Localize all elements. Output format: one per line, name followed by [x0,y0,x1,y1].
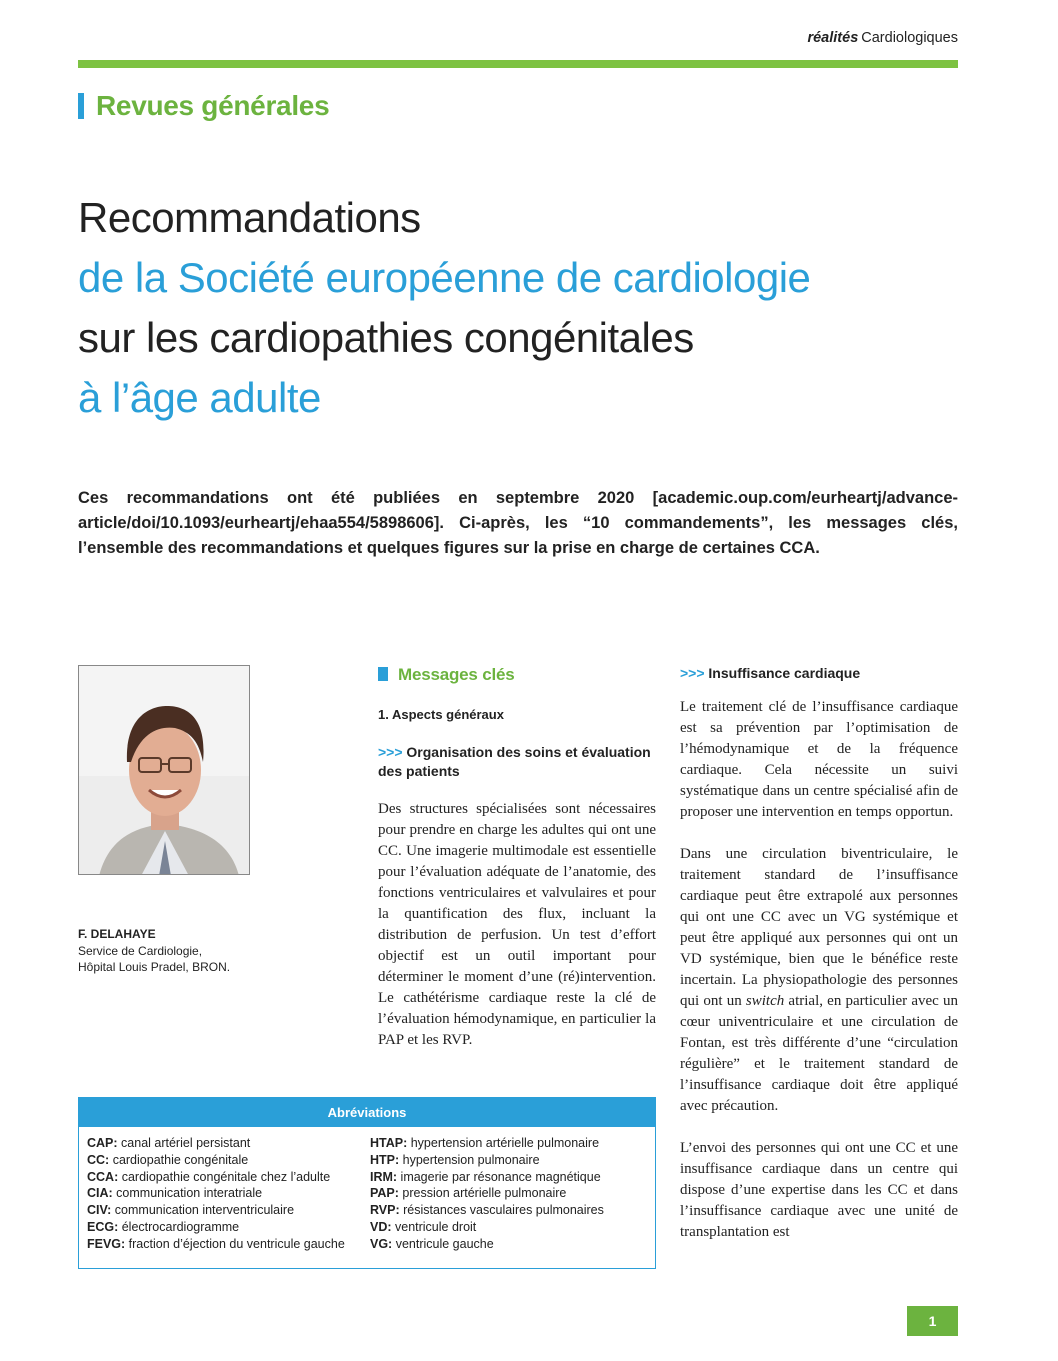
abbreviation-item: RVP: résistances vasculaires pulmonaires [369,1203,604,1218]
abbreviation-item: HTP: hypertension pulmonaire [369,1152,540,1167]
author-portrait-image [79,666,250,875]
journal-brand: réalités [807,30,859,46]
arrow-marker: >>> [378,744,403,760]
section-marker [378,667,388,681]
title-line-4: à l’âge adulte [78,374,321,421]
para2-italic: switch [745,993,785,1009]
arrow-heading-text: Insuffisance cardiaque [708,665,861,681]
title-line-3: sur les cardiopathies congénitales [78,314,694,361]
abbreviation-item: CAP: canal artériel persistant [87,1136,251,1150]
abbreviation-item: VD: ventricule droit [369,1219,477,1234]
arrow-heading [680,664,958,683]
affiliation-line-1: Service de Cardiologie, [78,944,203,958]
author-affiliation [78,943,298,975]
abbreviations-title: Abréviations [79,1098,655,1127]
journal-title [807,30,958,46]
title-line-2: de la Société européenne de cardiologie [78,254,811,301]
abbreviation-item: CIA: communication interatriale [87,1186,263,1201]
abbreviations-left-column [87,1135,370,1253]
author-photo [78,665,250,875]
title-line-1: Recommandations [78,194,421,241]
rubric-label: Revues générales [96,90,330,121]
abbreviation-item: CIV: communication interventriculaire [87,1203,295,1218]
affiliation-line-2: Hôpital Louis Pradel, BRON. [78,960,231,974]
rubric-marker [78,93,84,119]
body-paragraph-3: L’envoi des personnes qui ont une CC et une insuffisance cardiaque dans un centre qui dispose d’une expertise dans les CC et dans l’insuffisance cardiaque avec une unité de transplantation est [680,1140,958,1240]
abbreviation-item: CCA: cardiopathie congénitale chez l’adulte [87,1169,331,1184]
journal-name: Cardiologiques [861,30,958,46]
subheading: 1. Aspects généraux [378,707,504,722]
arrow-heading [378,743,656,781]
abbreviation-item: CC: cardiopathie congénitale [87,1152,249,1167]
body-paragraph: Des structures spécialisées sont nécessaires pour prendre en charge les adultes qui ont une CC. Une imagerie multimodale est essentielle pour l’évaluation adéquate de l’anatomie, des fonctions ventriculaires et valvulaires et pour la quantification des flux, incluant la distribution de perfusion. Un test d’effort objectif est un outil important pour déterminer le moment d’une (ré)intervention. Le cathétérisme cardiaque reste la clé de l’évaluation hémodynamique, en particulier la PAP et les RVP. [378,801,656,1048]
column-messages-cles [378,662,656,1051]
abbreviation-item: HTAP: hypertension artérielle pulmonaire [369,1136,600,1150]
abbreviations-box [78,1097,656,1269]
article-title [78,188,978,428]
abbreviations-list [79,1127,655,1253]
rubric [78,90,329,122]
arrow-heading-text: Organisation des soins et évaluation des patients [378,744,651,779]
body-paragraph-1: Le traitement clé de l’insuffisance cardiaque est sa prévention par l’optimisation de l’hémodynamique et de la fréquence cardiaque. Cela nécessite un suivi systématique dans un centre spécialisé afin de proposer une intervention en temps opportun. [680,699,958,820]
abbreviation-item: IRM: imagerie par résonance magnétique [369,1169,601,1184]
section-heading [378,662,656,686]
header-rule [78,60,958,68]
author-name: F. DELAHAYE [78,927,156,941]
para2-text-b: atrial, en particulier avec un cœur univentriculaire et une circulation de Fontan, est très différente d’une “circulation régulière” et le traitement standard de l’insuffisance cardiaque doit être appliqué avec précaution. [680,993,959,1114]
intro-paragraph: Ces recommandations ont été publiées en septembre 2020 [academic.oup.com/eurheartj/advance-article/doi/10.1093/eurheartj/ehaa554/5898606]. Ci-après, les “10 commandements”, les messages clés, l’ensemble des recommandations et quelques figures sur la prise en charge de certaines CCA. [78,489,958,557]
body-paragraph-2 [680,844,958,1117]
abbreviation-item: VG: ventricule gauche [369,1236,494,1251]
para2-text-a: Dans une circulation biventriculaire, le traitement standard de l’insuffisance cardiaque peut être extrapolé aux personnes qui ont une CC avec un VG systémique et peut être appliqué aux personnes qui ont un VD systémique, bien que le bénéfice reste incertain. La physiopathologie des personnes qui ont un [680,846,958,1009]
abbreviation-item: FEVG: fraction d’éjection du ventricule gauche [87,1236,345,1251]
abbreviation-item: ECG: électrocardiogramme [87,1219,240,1234]
column-insuffisance [680,662,958,1243]
abbreviation-item: PAP: pression artérielle pulmonaire [369,1186,567,1201]
section-title: Messages clés [398,664,515,684]
abbreviations-right-column [370,1135,647,1253]
arrow-marker: >>> [680,665,705,681]
page-number: 1 [907,1306,958,1336]
